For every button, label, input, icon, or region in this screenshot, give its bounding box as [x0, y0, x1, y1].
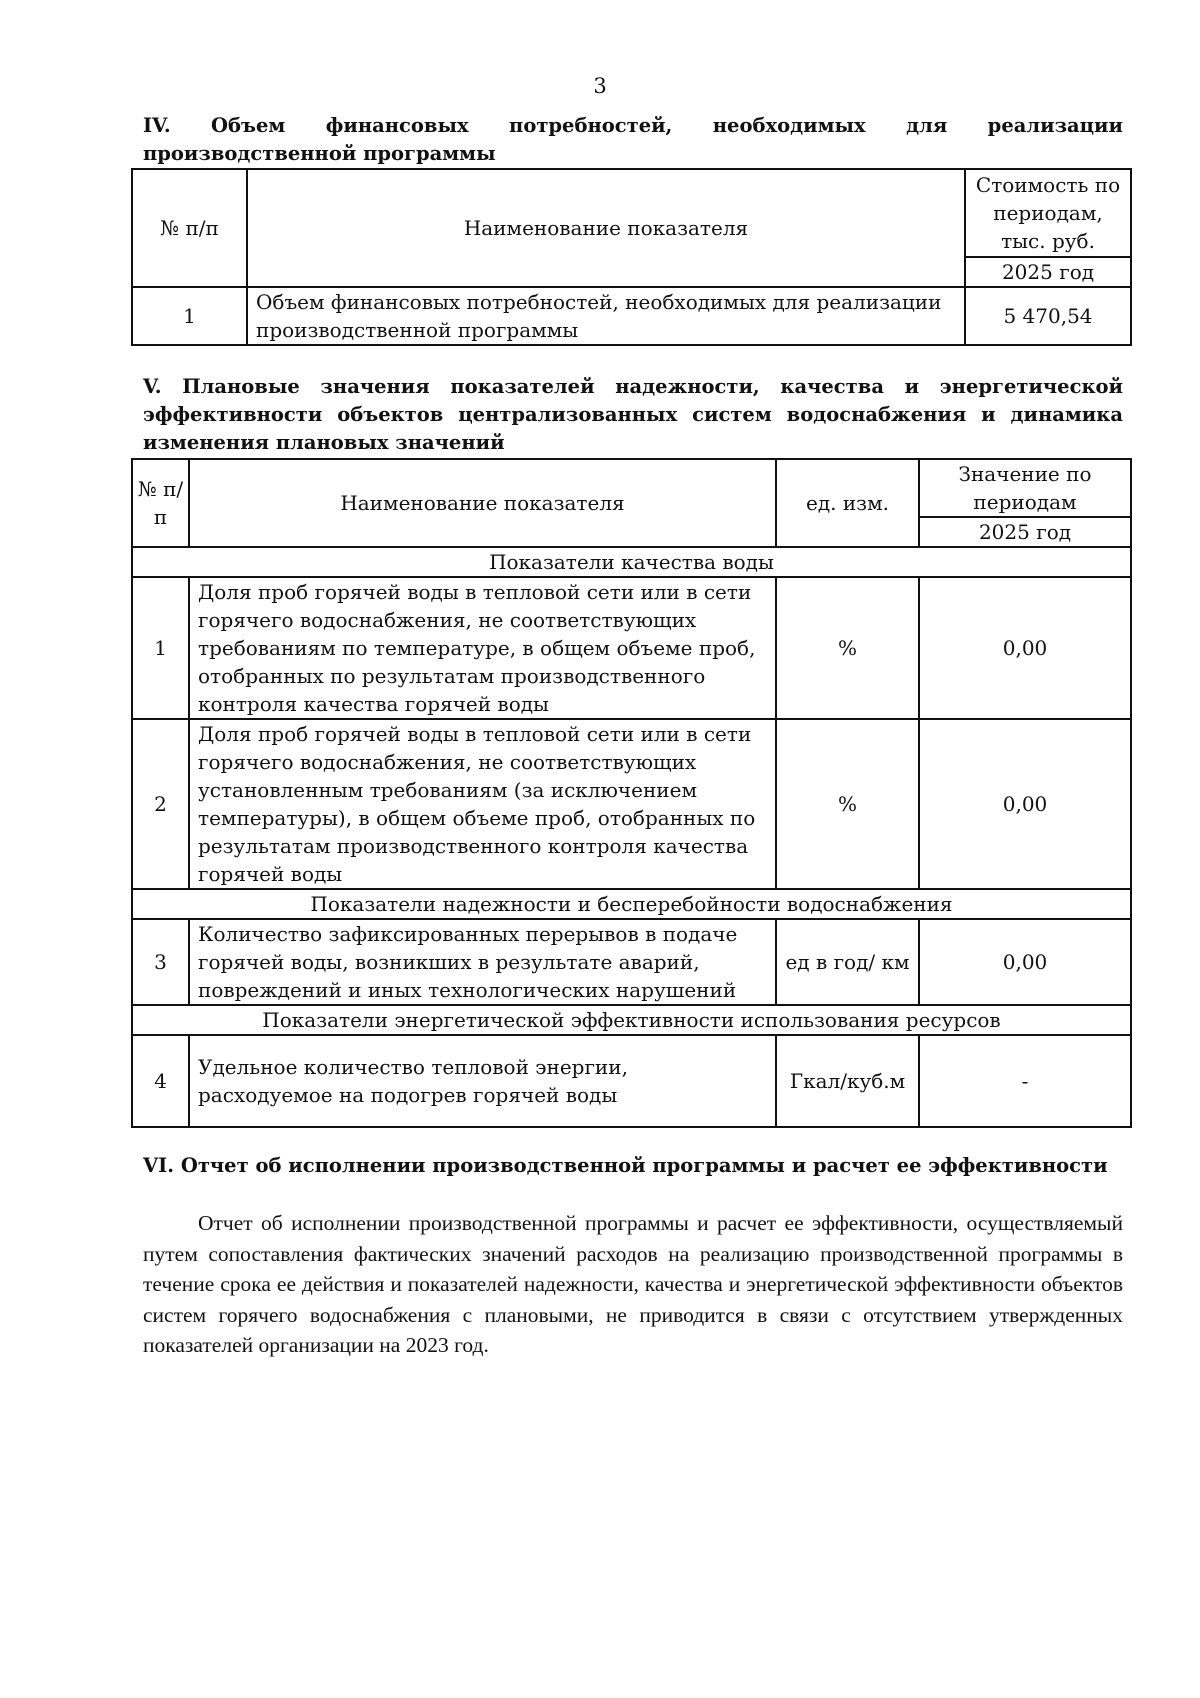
section-5-title — [143, 373, 1123, 457]
row-unit: % — [776, 577, 919, 719]
section-6-title: VI. Отчет об исполнении производственной программы и расчет ее эффективности — [143, 1154, 1108, 1177]
row-number: 1 — [132, 577, 189, 719]
col-header-number: № п/п — [132, 459, 189, 547]
table-row — [132, 719, 1131, 889]
row-unit: Гкал/куб.м — [776, 1035, 919, 1127]
row-name: Объем финансовых потребностей, необходимых для реализации производственной программы — [247, 287, 965, 345]
table-row — [132, 1035, 1131, 1127]
row-name: Доля проб горячей воды в тепловой сети или в сети горячего водоснабжения, не соответствующих требованиям по температуре, в общем объеме проб, отобранных по результатам производственного контроля качества горячей воды — [189, 577, 776, 719]
table-row — [132, 577, 1131, 719]
report-paragraph: Отчет об исполнении производственной программы и расчет ее эффективности, осуществляемый путем сопоставления фактических значений расходов на реализацию производственной программы в течение срока ее действия и показателей надежности, качества и энергетической эффективности объектов систем горячего водоснабжения с плановыми, не приводится в связи с отсутствием утвержденных показателей организации на 2023 год. — [143, 1211, 1123, 1357]
col-header-number: № п/п — [132, 169, 247, 287]
group-row — [132, 889, 1131, 919]
row-unit: % — [776, 719, 919, 889]
indicators-table — [131, 458, 1132, 1128]
row-value: 0,00 — [919, 577, 1131, 719]
financial-needs-table — [131, 168, 1132, 346]
row-value: 0,00 — [919, 719, 1131, 889]
col-header-name: Наименование показателя — [189, 459, 776, 547]
section-4-title: IV. Объем финансовых потребностей, необходимых для реализации производственной программы — [143, 114, 1123, 165]
col-header-cost: Стоимость по периодам, тыс. руб. — [965, 169, 1131, 257]
row-number: 1 — [132, 287, 247, 345]
row-name: Доля проб горячей воды в тепловой сети или в сети горячего водоснабжения, не соответствующих установленным требованиям (за исключением температуры), в общем объеме проб, отобранных по результатам производственного контроля качества горячей воды — [189, 719, 776, 889]
row-unit: ед в год/ км — [776, 919, 919, 1005]
section-5-title-text: V. Плановые значения показателей надежности, качества и энергетической эффективности объектов централизованных систем водоснабжения и динамика изменения плановых значений — [143, 375, 1123, 454]
row-number: 3 — [132, 919, 189, 1005]
col-header-year: 2025 год — [965, 257, 1131, 287]
group-title: Показатели энергетической эффективности использования ресурсов — [132, 1005, 1131, 1035]
row-value: 5 470,54 — [965, 287, 1131, 345]
col-header-unit: ед. изм. — [776, 459, 919, 547]
group-title: Показатели качества воды — [132, 547, 1131, 577]
group-row — [132, 547, 1131, 577]
col-header-year: 2025 год — [919, 517, 1131, 547]
col-header-name: Наименование показателя — [247, 169, 965, 287]
table-row — [132, 919, 1131, 1005]
table-row — [132, 287, 1131, 345]
row-number: 4 — [132, 1035, 189, 1127]
row-name: Удельное количество тепловой энергии, расходуемое на подогрев горячей воды — [189, 1035, 776, 1127]
group-title: Показатели надежности и бесперебойности водоснабжения — [132, 889, 1131, 919]
row-name: Количество зафиксированных перерывов в подаче горячей воды, возникших в результате аварий, повреждений и иных технологических нарушений — [189, 919, 776, 1005]
page-number: 3 — [593, 74, 607, 98]
col-header-value: Значение по периодам — [919, 459, 1131, 517]
group-row — [132, 1005, 1131, 1035]
row-value: 0,00 — [919, 919, 1131, 1005]
row-number: 2 — [132, 719, 189, 889]
row-value: - — [919, 1035, 1131, 1127]
